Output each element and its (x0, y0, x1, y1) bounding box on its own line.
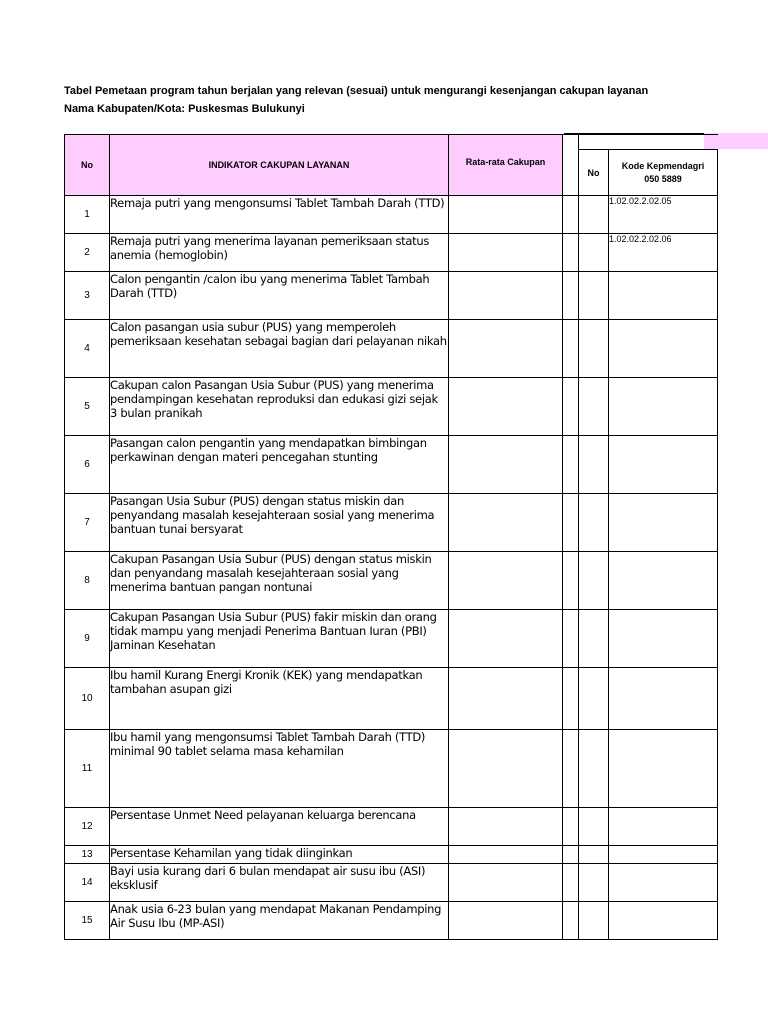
row-rata-rata (449, 668, 563, 730)
row-indikator: Bayi usia kurang dari 6 bulan mendapat air susu ibu (ASI) eksklusif (110, 864, 449, 902)
district-name: Nama Kabupaten/Kota: Puskesmas Bulukunyi (64, 103, 305, 115)
row-number: 8 (65, 552, 110, 610)
row-number: 12 (65, 808, 110, 846)
header-kode-line2: 050 5889 (644, 173, 682, 184)
header-no-2: No (579, 150, 609, 196)
row-kode (609, 902, 718, 940)
table-row (65, 902, 718, 940)
table-row (65, 234, 718, 272)
row-rata-rata (449, 610, 563, 668)
row-kode: 1.02.02.2.02.06 (609, 234, 718, 272)
row-indikator: Ibu hamil Kurang Energi Kronik (KEK) yang mendapatkan tambahan asupan gizi (110, 668, 449, 730)
table-row (65, 378, 718, 436)
coverage-table (64, 134, 718, 940)
row-kode (609, 436, 718, 494)
row-kode (609, 668, 718, 730)
row-no-2 (579, 808, 609, 846)
row-gap (563, 378, 579, 436)
table-row (65, 864, 718, 902)
row-rata-rata (449, 730, 563, 808)
row-indikator: Pasangan calon pengantin yang mendapatkan bimbingan perkawinan dengan materi pencegahan stunting (110, 436, 449, 494)
row-number: 10 (65, 668, 110, 730)
row-number: 2 (65, 234, 110, 272)
row-rata-rata (449, 272, 563, 320)
row-gap (563, 552, 579, 610)
header-rata-rata: Rata-rata Cakupan (449, 135, 563, 196)
row-gap (563, 196, 579, 234)
header-indikator: INDIKATOR CAKUPAN LAYANAN (110, 135, 449, 196)
table-row (65, 196, 718, 234)
row-indikator: Persentase Kehamilan yang tidak diinginkan (110, 846, 449, 864)
row-indikator: Ibu hamil yang mengonsumsi Tablet Tambah Darah (TTD) minimal 90 tablet selama masa kehamilan (110, 730, 449, 808)
row-gap (563, 272, 579, 320)
row-indikator: Persentase Unmet Need pelayanan keluarga berencana (110, 808, 449, 846)
table-row (65, 552, 718, 610)
row-kode (609, 378, 718, 436)
row-number: 13 (65, 846, 110, 864)
row-no-2 (579, 864, 609, 902)
row-kode (609, 730, 718, 808)
row-kode (609, 808, 718, 846)
table-row (65, 494, 718, 552)
table-row (65, 436, 718, 494)
row-kode (609, 846, 718, 864)
row-number: 14 (65, 864, 110, 902)
row-kode (609, 864, 718, 902)
row-no-2 (579, 196, 609, 234)
row-no-2 (579, 272, 609, 320)
row-rata-rata (449, 196, 563, 234)
row-indikator: Calon pengantin /calon ibu yang menerima Tablet Tambah Darah (TTD) (110, 272, 449, 320)
row-no-2 (579, 902, 609, 940)
row-rata-rata (449, 846, 563, 864)
row-no-2 (579, 552, 609, 610)
row-indikator: Cakupan Pasangan Usia Subur (PUS) dengan status miskin dan penyandang masalah kesejahteraan sosial yang menerima bantuan pangan nontunai (110, 552, 449, 610)
row-indikator: Remaja putri yang menerima layanan pemeriksaan status anemia (hemoglobin) (110, 234, 449, 272)
row-indikator: Anak usia 6-23 bulan yang mendapat Makanan Pendamping Air Susu Ibu (MP-ASI) (110, 902, 449, 940)
row-gap (563, 234, 579, 272)
row-gap (563, 494, 579, 552)
row-rata-rata (449, 552, 563, 610)
row-no-2 (579, 668, 609, 730)
row-number: 1 (65, 196, 110, 234)
row-number: 15 (65, 902, 110, 940)
row-kode (609, 320, 718, 378)
header-gap (563, 135, 579, 196)
row-number: 5 (65, 378, 110, 436)
row-number: 3 (65, 272, 110, 320)
row-kode (609, 552, 718, 610)
row-indikator: Pasangan Usia Subur (PUS) dengan status miskin dan penyandang masalah kesejahteraan sosial yang menerima bantuan tunai bersyarat (110, 494, 449, 552)
row-no-2 (579, 610, 609, 668)
table-row (65, 808, 718, 846)
header-kode (609, 150, 718, 196)
row-number: 9 (65, 610, 110, 668)
row-no-2 (579, 378, 609, 436)
row-number: 4 (65, 320, 110, 378)
row-number: 7 (65, 494, 110, 552)
row-gap (563, 808, 579, 846)
row-rata-rata (449, 808, 563, 846)
row-no-2 (579, 846, 609, 864)
row-gap (563, 730, 579, 808)
row-gap (563, 902, 579, 940)
row-indikator: Calon pasangan usia subur (PUS) yang memperoleh pemeriksaan kesehatan sebagai bagian dari pelayanan nikah (110, 320, 449, 378)
row-rata-rata (449, 864, 563, 902)
row-rata-rata (449, 436, 563, 494)
row-gap (563, 846, 579, 864)
row-no-2 (579, 436, 609, 494)
header-kode-line1: Kode Kepmendagri (621, 160, 705, 171)
row-no-2 (579, 494, 609, 552)
row-kode: 1.02.02.2.02.05 (609, 196, 718, 234)
row-rata-rata (449, 902, 563, 940)
row-no-2 (579, 730, 609, 808)
header-spacer (579, 135, 718, 150)
row-gap (563, 864, 579, 902)
row-indikator: Remaja putri yang mengonsumsi Tablet Tambah Darah (TTD) (110, 196, 449, 234)
table-row (65, 730, 718, 808)
table-row (65, 668, 718, 730)
row-rata-rata (449, 320, 563, 378)
row-gap (563, 668, 579, 730)
header-no: No (65, 135, 110, 196)
row-number: 11 (65, 730, 110, 808)
row-no-2 (579, 234, 609, 272)
table-row (65, 320, 718, 378)
row-rata-rata (449, 378, 563, 436)
document-title: Tabel Pemetaan program tahun berjalan yang relevan (sesuai) untuk mengurangi kesenjangan cakupan layanan (64, 85, 649, 97)
row-indikator: Cakupan calon Pasangan Usia Subur (PUS) yang menerima pendampingan kesehatan reproduksi dan edukasi gizi sejak 3 bulan pranikah (110, 378, 449, 436)
row-gap (563, 320, 579, 378)
row-kode (609, 610, 718, 668)
row-no-2 (579, 320, 609, 378)
row-indikator: Cakupan Pasangan Usia Subur (PUS) fakir miskin dan orang tidak mampu yang menjadi Penerima Bantuan Iuran (PBI) Jaminan Kesehatan (110, 610, 449, 668)
table-row (65, 272, 718, 320)
row-kode (609, 272, 718, 320)
row-number: 6 (65, 436, 110, 494)
row-gap (563, 436, 579, 494)
row-gap (563, 610, 579, 668)
row-rata-rata (449, 494, 563, 552)
row-kode (609, 494, 718, 552)
table-row (65, 846, 718, 864)
row-rata-rata (449, 234, 563, 272)
table-row (65, 610, 718, 668)
